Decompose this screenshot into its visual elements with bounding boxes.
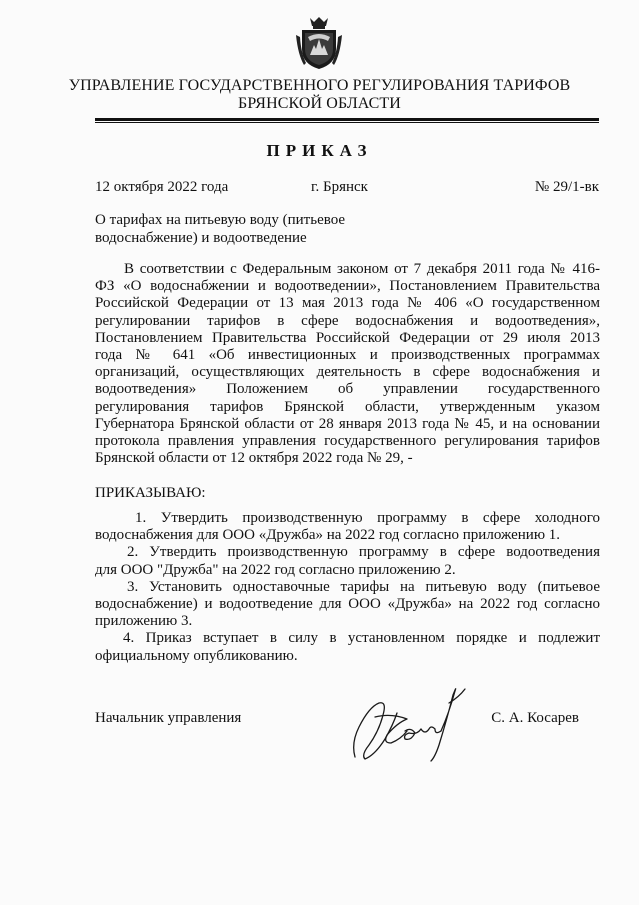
order-item-line: для ООО "Дружба" на 2022 год согласно приложению 2.: [95, 561, 456, 578]
document-city: г. Брянск: [311, 179, 368, 195]
header-divider: [95, 118, 599, 123]
preamble-line: организаций, осуществляющих деятельность в сфере водоснабжения и: [95, 364, 600, 381]
document-date: 12 октября 2022 года: [95, 179, 229, 195]
order-item: [95, 579, 600, 631]
preamble-line: водоотведения» Положением об управлении государственного: [95, 381, 600, 398]
order-item: [95, 630, 600, 664]
preamble-line: ФЗ «О водоснабжении и водоотведении», Постановлением Правительства: [95, 278, 600, 295]
preamble-line: регулировании тарифов в сфере водоснабжения и водоотведения»,: [95, 312, 600, 329]
document-number: № 29/1-вк: [534, 179, 599, 195]
signatory-position: Начальник управления: [95, 710, 242, 726]
order-item-line: водоснабжения для ООО «Дружба» на 2022 год согласно приложению 1.: [95, 527, 561, 544]
document-title: ПРИКАЗ: [266, 141, 373, 160]
subject-line: водоснабжение) и водоотведение: [95, 230, 307, 246]
subject-line: О тарифах на питьевую воду (питьевое: [95, 212, 346, 228]
order-item: [95, 510, 600, 544]
order-item-line: 1. Утвердить производственную программу в сфере холодного: [135, 510, 600, 526]
document-subject: [95, 211, 345, 247]
order-item-line: водоснабжение) и водоотведение для ООО «Дружба» на 2022 год согласно: [95, 596, 600, 613]
preamble-line: регулирования тарифов Брянской области, утвержденным указом: [95, 398, 600, 415]
preamble-paragraph: [95, 261, 600, 467]
document-meta: [95, 178, 599, 196]
preamble-line: Губернатора Брянской области от 28 января 2013 года № 45, и на основании: [95, 415, 600, 432]
order-item-line: 2. Утвердить производственную программу в сфере водоотведения: [127, 544, 600, 561]
org-header: [60, 77, 579, 113]
preamble-line: В соответствии с Федеральным законом от 7 декабря 2011 года № 416-: [124, 261, 600, 277]
coat-of-arms-icon: [296, 15, 342, 71]
order-item-line: 4. Приказ вступает в силу в установленном порядке и подлежит: [123, 630, 600, 647]
order-heading: ПРИКАЗЫВАЮ:: [95, 485, 206, 501]
handwritten-signature-icon: [345, 683, 470, 763]
preamble-line: года № 641 «Об инвестиционных и производственных программах: [95, 347, 600, 364]
order-item: [95, 544, 600, 578]
order-item-line: приложению 3.: [95, 613, 193, 630]
org-header-line1: УПРАВЛЕНИЕ ГОСУДАРСТВЕННОГО РЕГУЛИРОВАНИЯ ТАРИФОВ: [68, 77, 571, 94]
order-item-line: 3. Установить одноставочные тарифы на питьевую воду (питьевое: [127, 578, 600, 595]
preamble-line: Брянской области от 12 октября 2022 года № 29, -: [95, 450, 413, 467]
order-list: [95, 510, 600, 665]
preamble-line: протокола правления управления государственного регулирования тарифов: [95, 433, 600, 450]
org-header-line2: БРЯНСКОЙ ОБЛАСТИ: [238, 95, 401, 112]
preamble-line: Российской Федерации от 13 мая 2013 года № 406 «О государственном: [95, 295, 600, 312]
signatory-name: С. А. Косарев: [491, 710, 579, 726]
order-item-line: официальному опубликованию.: [95, 647, 298, 664]
preamble-line: Постановлением Правительства Российской Федерации от 29 июля 2013: [95, 329, 600, 346]
